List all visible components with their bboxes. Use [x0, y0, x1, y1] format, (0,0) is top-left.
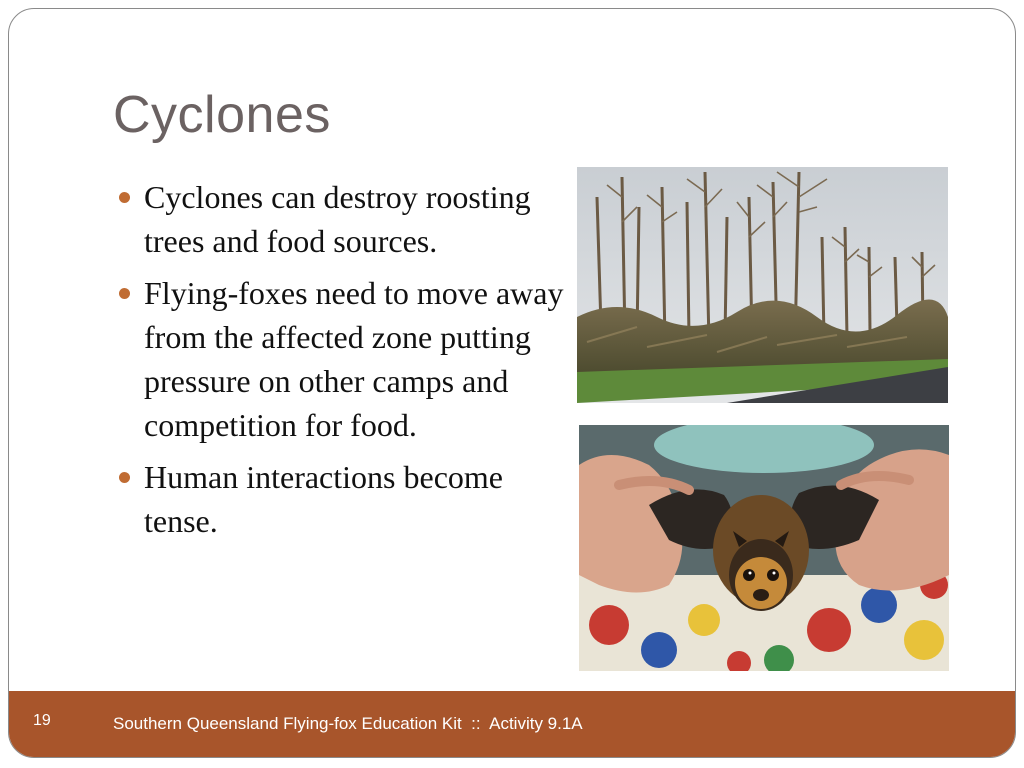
bullet-item	[119, 271, 579, 447]
slide-title: Cyclones	[113, 86, 331, 144]
cyclone-damaged-trees-photo	[577, 167, 948, 403]
flying-fox-held-photo	[579, 425, 949, 671]
slide	[8, 8, 1016, 758]
bullet-text: Cyclones can destroy roosting trees and food sources.	[144, 179, 531, 259]
footer-text: Southern Queensland Flying-fox Education Kit :: Activity 9.1A	[113, 714, 583, 733]
bullet-item	[119, 455, 579, 543]
bullet-text: Flying-foxes need to move away from the affected zone putting pressure on other camps and competition for food.	[144, 275, 564, 443]
bullet-list	[119, 175, 579, 551]
page-number: 19	[33, 712, 51, 729]
bullet-dot-icon	[119, 472, 130, 483]
bullet-text: Human interactions become tense.	[144, 459, 503, 539]
bullet-dot-icon	[119, 288, 130, 299]
bullet-dot-icon	[119, 192, 130, 203]
bullet-item	[119, 175, 579, 263]
slide-footer	[9, 691, 1015, 758]
